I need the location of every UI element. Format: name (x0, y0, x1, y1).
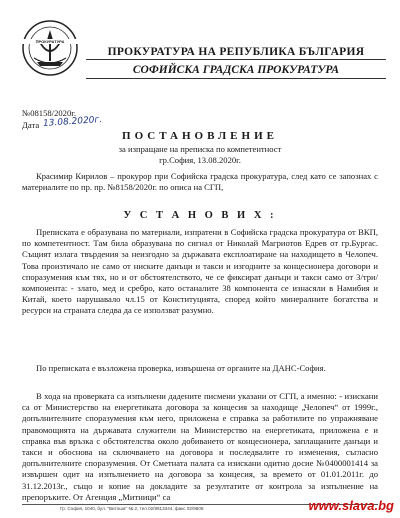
header-rule-top (86, 59, 386, 60)
handwritten-date: 13.08.2020г. (42, 114, 103, 130)
emblem-label: ПРОКУРАТУРА (20, 39, 80, 44)
document-title: ПОСТАНОВЛЕНИЕ (122, 130, 278, 142)
body-paragraph-3: В хода на проверката са изпълнени дадените писмени указани от СГП, а именно: - изискани са от Министерство на енергетиката договора за концесия за находище „Челопеч“ от 1999г., допълнителните споразумения към него, приложена е справка за работилите по упражняване правомощията на държавата служители на Министерство на енергетиката, приложена е и справка във връзка с обстоятелства около добиването от концесионера, заплащаните данъци и такси и обоснова на сключването на договора и последвалите го изменения, съгласно допълнителните споразумения. От Сметната палата са изискани одитно досие №0400001414 за извършен одит на изпълнението на договора за концесия, за времето от 01.01.2011г. до 31.12.2013г., също и копие на докладите за резултатите от контрола за изпълнение на препоръките. От Агенция „Митници“ са (22, 391, 378, 502)
body-paragraph-1: Преписката е образувана по материали, изпратени в Софийска градска прокуратура от ВКП, по компетентност. Там била образувана по сигнал от Николай Магриотов Едрев от гр.Бургас. Същият излага твърдения за неизгодно за държавата експлоатиране на находището в Челопеч. Това произтичало не само от ниските данъци и такси и изгодните за концесионера договори и споразумения към тях, но и от обстоятелството, че се фиксират данъци и такси само от 3/три/ компонента: - злато, мед и сребро, като останалите 38 компонента се изнасяли в Намибия и Китай, което нарушавало чл.15 от Конституцията, според който минералните богатства и ресурси на страната следва да се използват разумно. (22, 227, 378, 316)
date-label: Дата (22, 120, 40, 130)
document-number: №08158/2020г. (22, 108, 76, 118)
prosecution-emblem (20, 18, 80, 78)
title-subline: за изпращане на преписка по компетентност (118, 144, 282, 154)
section-heading: У С Т А Н О В И Х : (123, 210, 277, 221)
title-place-date: гр.София, 13.08.2020г. (159, 155, 241, 165)
institution-name: ПРОКУРАТУРА НА РЕПУБЛИКА БЪЛГАРИЯ (107, 46, 365, 58)
header-rule-bottom (86, 78, 386, 79)
footer-address: Гр. София, 1040, бул. "Витоша" № 2, тел.02/9813344, факс 02/9808 (60, 506, 204, 511)
intro-paragraph: Красимир Кирилов – прокурор при Софийска градска прокуратура, след като се запознах с материалите по пр. пр. №8158/2020г. по описа на СГП, (22, 171, 378, 193)
body-paragraph-2: По преписката е възложена проверка, извършена от органите на ДАНС-София. (36, 363, 326, 373)
emblem-icon (20, 18, 80, 78)
site-watermark: www.slava.bg (308, 498, 394, 513)
sub-institution-name: СОФИЙСКА ГРАДСКА ПРОКУРАТУРА (132, 64, 340, 76)
